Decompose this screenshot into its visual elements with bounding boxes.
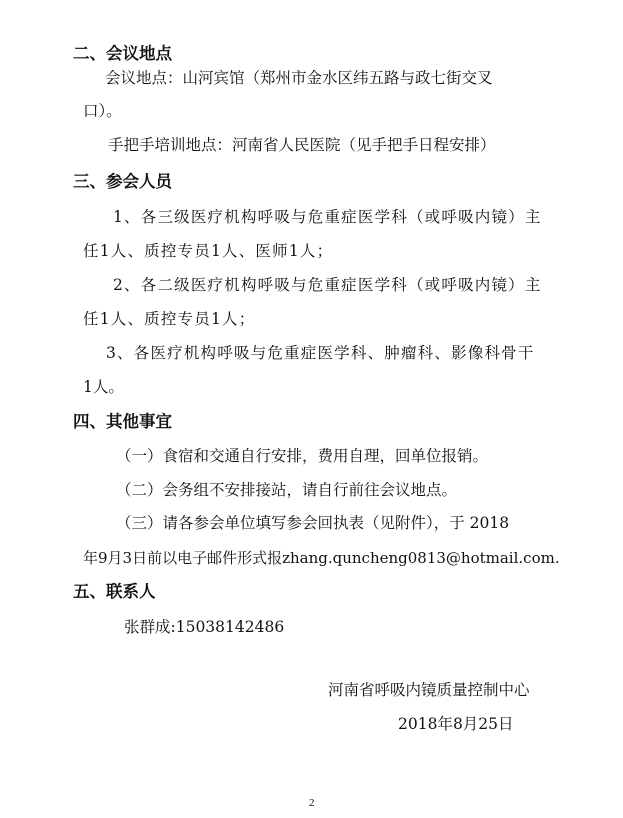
attendee-item-1-line2: 任1人、质控专员1人、医师1人；: [83, 242, 334, 260]
attendee-item-3-line2: 1人。: [83, 378, 124, 396]
section-heading-attendees: 三、参会人员: [73, 172, 172, 191]
attendee-item-3-line1: 3、各医疗机构呼吸与危重症医学科、肿瘤科、影像科骨干: [106, 344, 535, 362]
page-number: 2: [309, 797, 315, 809]
attendee-item-1-line1: 1、各三级医疗机构呼吸与危重症医学科（或呼吸内镜）主: [113, 208, 542, 226]
attendee-item-2-line2: 任1人、质控专员1人；: [83, 310, 256, 328]
other-item-2: （二）会务组不安排接站，请自行前往会议地点。: [116, 481, 458, 499]
meeting-venue-line2: 口）。: [83, 102, 122, 120]
other-item-3-line2: 年9月3日前以电子邮件形式报zhang.quncheng0813@hotmail.com.: [83, 549, 560, 567]
signature-date: 2018年8月25日: [398, 715, 514, 733]
section-heading-other: 四、其他事宜: [73, 412, 172, 431]
training-venue: 手把手培训地点：河南省人民医院（见手把手日程安排）: [108, 136, 496, 154]
section-heading-contact: 五、联系人: [73, 582, 156, 601]
signature-organization: 河南省呼吸内镜质量控制中心: [328, 681, 530, 699]
other-item-1: （一）食宿和交通自行安排，费用自理，回单位报销。: [116, 447, 489, 465]
attendee-item-2-line1: 2、各二级医疗机构呼吸与危重症医学科（或呼吸内镜）主: [113, 276, 542, 294]
meeting-venue-line1: 会议地点：山河宾馆（郑州市金水区纬五路与政七街交叉: [105, 69, 493, 87]
other-item-3-line1: （三）请各参会单位填写参会回执表（见附件），于 2018: [116, 514, 510, 532]
contact-person: 张群成:15038142486: [124, 618, 285, 636]
section-heading-venue: 二、会议地点: [73, 44, 172, 63]
